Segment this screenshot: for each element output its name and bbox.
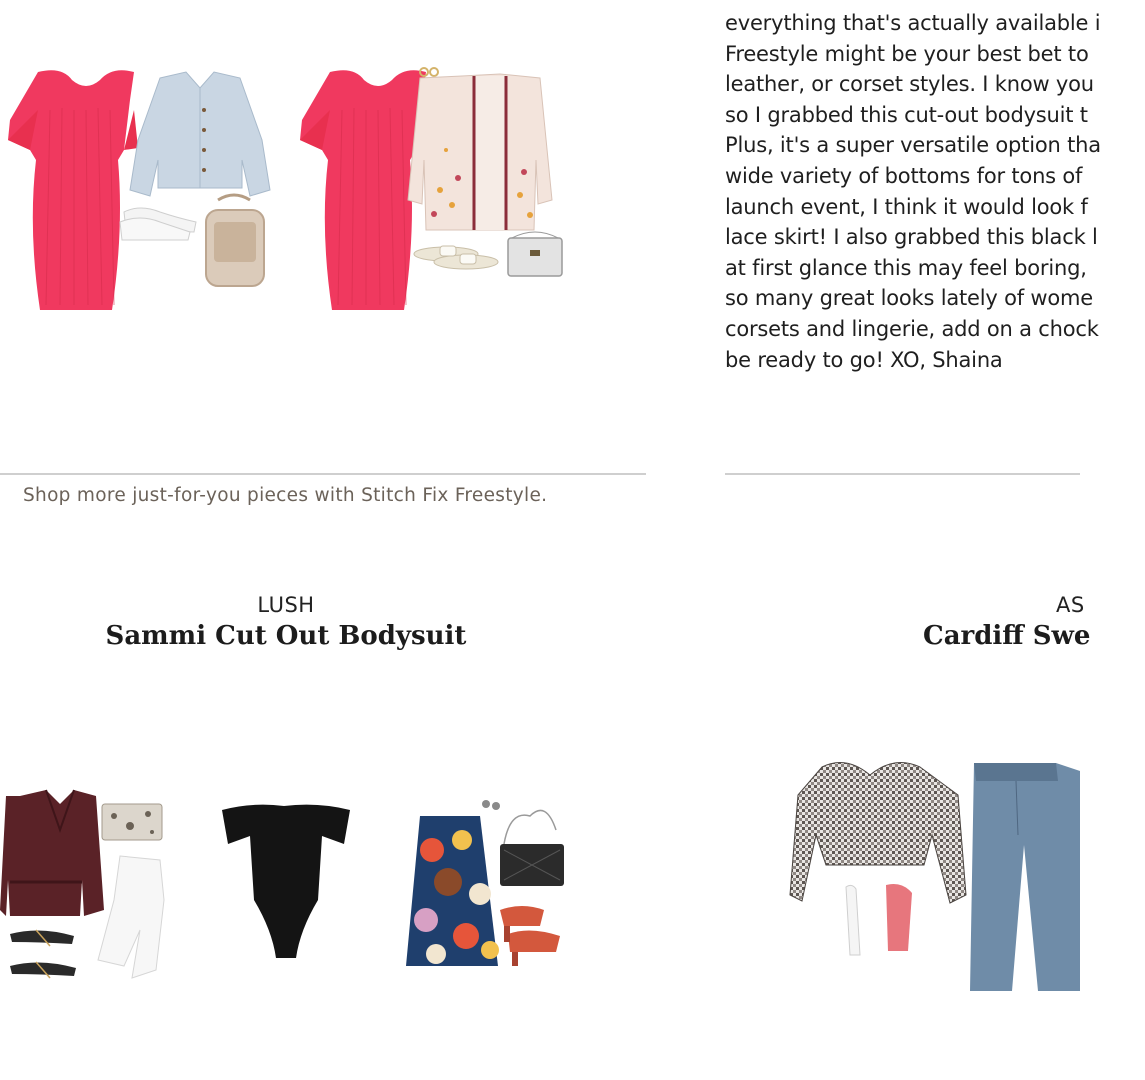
white-jeans-image: [98, 856, 164, 978]
shop-more-freestyle-link[interactable]: Shop more just-for-you pieces with Stitch Fix Freestyle.: [23, 485, 548, 506]
stylist-note-paragraph: [725, 0, 1145, 375]
blue-skinny-jeans-image: [970, 763, 1080, 991]
black-strappy-flats-image: [10, 930, 76, 978]
note-line: wide variety of bottoms for tons of: [725, 163, 1083, 188]
note-line: launch event, I think it would look f: [725, 194, 1088, 219]
denim-jacket-image: [130, 72, 270, 196]
product-brand: LUSH: [257, 593, 315, 617]
pink-sneakers-image: [846, 884, 912, 955]
note-line: lace skirt! I also grabbed this black l: [725, 225, 1098, 250]
gingham-crop-top-image: [790, 763, 966, 904]
floral-kimono-image: [408, 74, 552, 230]
note-line: at first glance this may feel boring,: [725, 255, 1087, 280]
section-divider-left: [0, 473, 646, 475]
outfit-collage-black-bodysuit[interactable]: [0, 770, 580, 1000]
note-line: Freestyle might be your best bet to: [725, 41, 1089, 66]
clear-backpack-image: [206, 195, 264, 286]
black-chain-bag-image: [500, 810, 564, 886]
note-line-clipped: [725, 0, 1145, 8]
product-title[interactable]: Sammi Cut Out Bodysuit: [105, 621, 467, 651]
white-sandals-image: [414, 246, 498, 269]
outfit-collage-cardiff-sweater[interactable]: [790, 755, 1080, 1000]
product-title-2[interactable]: Cardiff Swe: [923, 621, 1091, 651]
burgundy-suede-jacket-image: [0, 790, 104, 916]
pink-ribbed-dress-image: [8, 70, 138, 310]
product-brand-2: AS: [1056, 593, 1085, 617]
note-line: so many great looks lately of wome: [725, 286, 1094, 311]
red-mule-heels-image: [500, 906, 560, 966]
note-line: everything that's actually available i: [725, 11, 1101, 35]
section-divider-right: [725, 473, 1080, 475]
note-line: Plus, it's a super versatile option tha: [725, 133, 1101, 158]
snakeskin-clutch-image: [102, 804, 162, 840]
black-bodysuit-image: [222, 805, 350, 958]
drop-earrings-image: [482, 800, 500, 810]
outfit-collage-pink-dress[interactable]: [0, 0, 646, 360]
note-line: be ready to go! XO, Shaina: [725, 347, 1003, 372]
note-line: corsets and lingerie, add on a chock: [725, 316, 1099, 341]
note-line: so I grabbed this cut-out bodysuit t: [725, 102, 1088, 127]
note-line: leather, or corset styles. I know you: [725, 72, 1094, 97]
floral-midi-skirt-image: [406, 816, 499, 966]
clear-crossbody-bag-image: [508, 232, 562, 276]
white-sneakers-image: [120, 208, 196, 240]
